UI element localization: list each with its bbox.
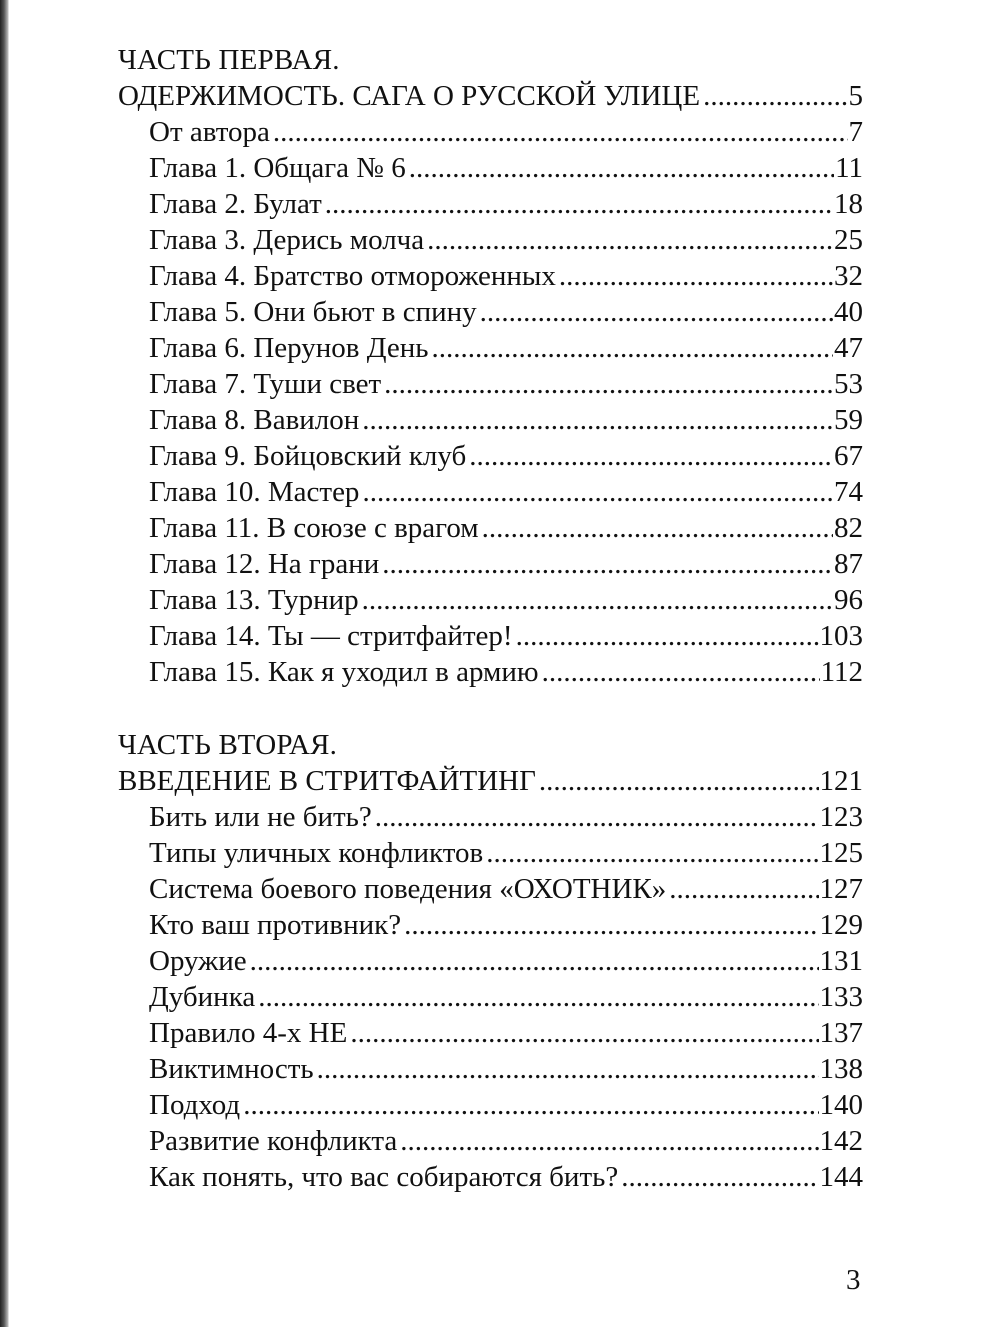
part-two-title: ВВЕДЕНИЕ В СТРИТФАЙТИНГ [118, 765, 536, 797]
toc-entry-page: 138 [819, 1053, 863, 1085]
toc-entry-title: Виктимность [149, 1053, 314, 1085]
toc-entry-title: От автора [149, 116, 270, 148]
dot-leader [559, 258, 833, 294]
part-two-title-row [118, 763, 863, 799]
dot-leader [542, 654, 820, 690]
dot-leader [258, 979, 818, 1015]
table-of-contents [118, 42, 863, 1195]
dot-leader [409, 150, 834, 186]
part-one [118, 42, 863, 690]
toc-entry [118, 907, 863, 943]
toc-entry-page: 40 [834, 296, 863, 328]
toc-entry-title: Как понять, что вас собираются бить? [149, 1161, 619, 1193]
toc-entry-title: Глава 13. Турнир [149, 584, 359, 616]
page-number: 3 [846, 1264, 861, 1296]
toc-entry-title: Кто ваш противник? [149, 909, 402, 941]
dot-leader [400, 1123, 818, 1159]
dot-leader [362, 402, 833, 438]
toc-entry [118, 835, 863, 871]
toc-entry-page: 53 [834, 368, 863, 400]
toc-entry-page: 129 [819, 909, 863, 941]
dot-leader [516, 618, 819, 654]
dot-leader [382, 546, 833, 582]
toc-entry-title: Глава 15. Как я уходил в армию [149, 656, 539, 688]
toc-entry [118, 618, 863, 654]
dot-leader [273, 114, 848, 150]
toc-entry [118, 438, 863, 474]
toc-entry-title: Система боевого поведения «ОХОТНИК» [149, 873, 667, 905]
part-one-title-row [118, 78, 863, 114]
toc-entry [118, 186, 863, 222]
toc-entry-title: Дубинка [149, 981, 256, 1013]
part-two-entries [118, 799, 863, 1195]
toc-entry-page: 32 [834, 260, 863, 292]
toc-entry [118, 150, 863, 186]
toc-entry [118, 510, 863, 546]
toc-entry [118, 1123, 863, 1159]
toc-entry [118, 979, 863, 1015]
toc-entry-title: Глава 6. Перунов День [149, 332, 429, 364]
dot-leader [621, 1159, 818, 1195]
dot-leader [469, 438, 833, 474]
toc-entry [118, 654, 863, 690]
dot-leader [243, 1087, 818, 1123]
part-two-page: 121 [819, 765, 863, 797]
toc-entry-title: Глава 4. Братство отмороженных [149, 260, 556, 292]
toc-entry [118, 366, 863, 402]
dot-leader [480, 294, 833, 330]
toc-entry [118, 114, 863, 150]
toc-entry-title: Типы уличных конфликтов [149, 837, 484, 869]
dot-leader [404, 907, 818, 943]
toc-entry-title: Глава 3. Дерись молча [149, 224, 425, 256]
toc-entry-page: 123 [819, 801, 863, 833]
toc-entry [118, 582, 863, 618]
dot-leader [362, 474, 833, 510]
toc-entry-title: Глава 9. Бойцовский клуб [149, 440, 467, 472]
toc-entry [118, 871, 863, 907]
toc-entry [118, 222, 863, 258]
toc-entry-page: 127 [819, 873, 863, 905]
toc-entry-title: Глава 2. Булат [149, 188, 322, 220]
dot-leader [703, 78, 847, 114]
toc-entry-page: 18 [834, 188, 863, 220]
toc-entry-title: Бить или не бить? [149, 801, 372, 833]
toc-entry [118, 402, 863, 438]
dot-leader [482, 510, 833, 546]
toc-entry-page: 144 [819, 1161, 863, 1193]
toc-entry-title: Глава 11. В союзе с врагом [149, 512, 479, 544]
toc-entry-page: 125 [819, 837, 863, 869]
toc-entry-title: Глава 14. Ты — стритфайтер! [149, 620, 513, 652]
dot-leader [432, 330, 833, 366]
toc-entry-title: Развитие конфликта [149, 1125, 398, 1157]
part-two [118, 727, 863, 1195]
toc-entry-title: Глава 8. Вавилон [149, 404, 360, 436]
toc-entry [118, 943, 863, 979]
dot-leader [427, 222, 833, 258]
toc-entry-page: 133 [819, 981, 863, 1013]
toc-entry [118, 330, 863, 366]
toc-entry [118, 1015, 863, 1051]
page-edge-shadow [0, 0, 9, 1327]
dot-leader [486, 835, 818, 871]
dot-leader [362, 582, 833, 618]
dot-leader [317, 1051, 819, 1087]
toc-entry-page: 140 [819, 1089, 863, 1121]
dot-leader [350, 1015, 818, 1051]
dot-leader [539, 763, 819, 799]
toc-entry [118, 474, 863, 510]
part-two-heading: ЧАСТЬ ВТОРАЯ. [118, 729, 338, 761]
toc-entry [118, 294, 863, 330]
toc-entry [118, 1159, 863, 1195]
toc-entry-page: 25 [834, 224, 863, 256]
toc-entry-page: 7 [848, 116, 863, 148]
toc-entry [118, 546, 863, 582]
dot-leader [384, 366, 833, 402]
part-gap [118, 690, 863, 727]
toc-entry [118, 258, 863, 294]
toc-entry-page: 131 [819, 945, 863, 977]
toc-entry-page: 59 [834, 404, 863, 436]
toc-entry-title: Глава 10. Мастер [149, 476, 360, 508]
dot-leader [375, 799, 819, 835]
toc-entry-title: Глава 12. На грани [149, 548, 380, 580]
toc-entry [118, 1087, 863, 1123]
toc-entry-page: 96 [834, 584, 863, 616]
toc-entry-title: Оружие [149, 945, 247, 977]
part-one-page: 5 [848, 80, 863, 112]
toc-entry-page: 87 [834, 548, 863, 580]
toc-entry-title: Правило 4-х НЕ [149, 1017, 348, 1049]
toc-entry-page: 67 [834, 440, 863, 472]
toc-entry-page: 74 [834, 476, 863, 508]
part-one-entries [118, 114, 863, 690]
dot-leader [325, 186, 833, 222]
part-one-heading: ЧАСТЬ ПЕРВАЯ. [118, 44, 340, 76]
dot-leader [250, 943, 819, 979]
toc-entry [118, 1051, 863, 1087]
toc-entry [118, 799, 863, 835]
toc-entry-title: Подход [149, 1089, 241, 1121]
toc-entry-title: Глава 7. Туши свет [149, 368, 382, 400]
toc-entry-page: 112 [820, 656, 863, 688]
toc-entry-page: 47 [834, 332, 863, 364]
toc-entry-title: Глава 5. Они бьют в спину [149, 296, 477, 328]
toc-entry-page: 82 [834, 512, 863, 544]
toc-entry-page: 11 [835, 152, 863, 184]
toc-entry-title: Глава 1. Общага № 6 [149, 152, 406, 184]
toc-entry-page: 142 [819, 1125, 863, 1157]
part-one-title: ОДЕРЖИМОСТЬ. САГА О РУССКОЙ УЛИЦЕ [118, 80, 701, 112]
toc-entry-page: 137 [819, 1017, 863, 1049]
toc-entry-page: 103 [819, 620, 863, 652]
dot-leader [669, 871, 818, 907]
